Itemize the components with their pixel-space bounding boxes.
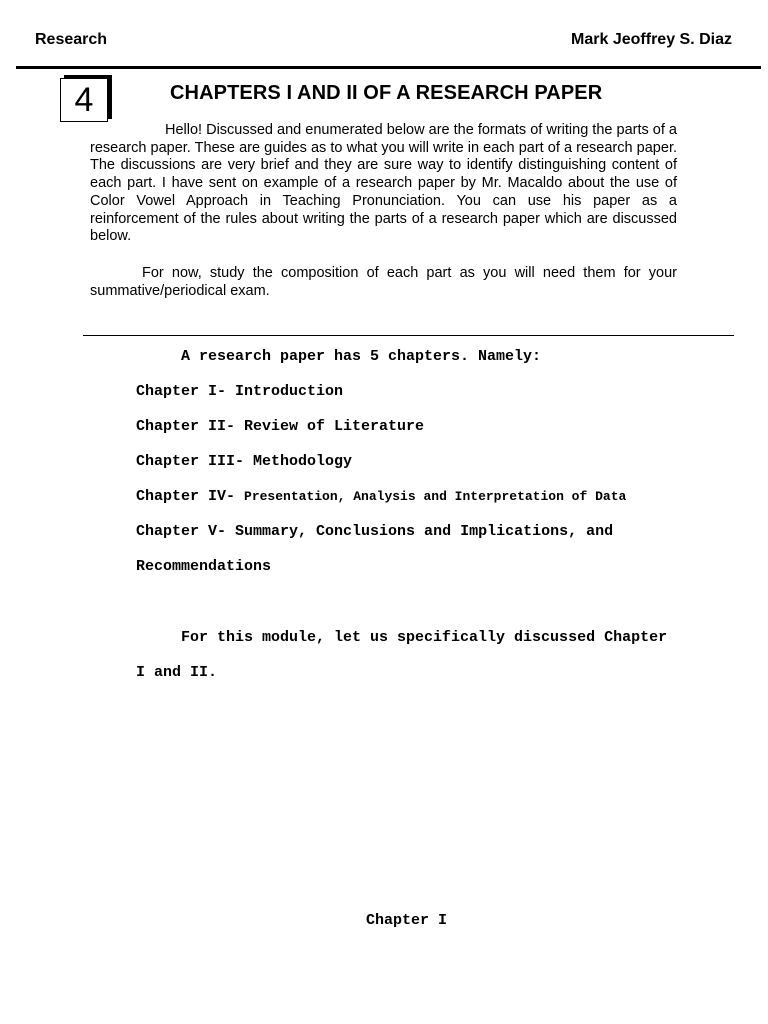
chapters-lead: A research paper has 5 chapters. Namely:: [181, 348, 542, 365]
chapter-item-prefix: Chapter IV-: [136, 488, 245, 505]
header-rule: [16, 66, 761, 69]
section-divider: [83, 335, 734, 336]
next-section-heading: Chapter I: [366, 912, 448, 929]
chapter-item-2: [136, 418, 424, 435]
chapter-item-1: [136, 383, 343, 400]
chapter-item-4: [136, 488, 626, 505]
page-title: CHAPTERS I AND II OF A RESEARCH PAPER: [170, 82, 603, 104]
chapter-item-prefix: Chapter V-: [136, 523, 236, 540]
lesson-number-box: [60, 78, 108, 122]
chapter-item-name: Methodology: [253, 453, 353, 470]
chapter-item-prefix: Chapter I-: [136, 383, 236, 400]
chapter-item-prefix: Chapter II-: [136, 418, 245, 435]
lesson-number: 4: [74, 81, 94, 119]
chapter-item-5: [136, 523, 613, 540]
chapter-item-name: Introduction: [235, 383, 344, 400]
chapter-item-name: Summary, Conclusions and Implications, and: [235, 523, 614, 540]
header-author: Mark Jeoffrey S. Diaz: [571, 31, 732, 48]
chapter-item-3: [136, 453, 352, 470]
chapter-item-5-continuation: Recommendations: [136, 558, 272, 575]
module-note-line-1: For this module, let us specifically discussed Chapter: [181, 629, 668, 646]
intro-paragraph-1: Hello! Discussed and enumerated below are the formats of writing the parts of a research paper. These are guides as to what you will write in each part of a research paper. The discussions are very brief and they are sure way to identify distinguishing content of each part. I have sent on example of a research paper by Mr. Macaldo about the use of Color Vowel Approach in Teaching Pronunciation. You can use his paper as a reinforcement of the rules about writing the parts of a research paper which are discussed below.: [90, 122, 677, 245]
module-note-line-2: I and II.: [136, 664, 218, 681]
chapter-item-prefix: Chapter III-: [136, 453, 254, 470]
chapter-item-name: Presentation, Analysis and Interpretation of Data: [244, 489, 627, 504]
header-subject: Research: [35, 31, 108, 48]
chapter-item-name: Review of Literature: [244, 418, 425, 435]
intro-paragraph-2: For now, study the composition of each part as you will need them for your summative/periodical exam.: [90, 265, 677, 299]
